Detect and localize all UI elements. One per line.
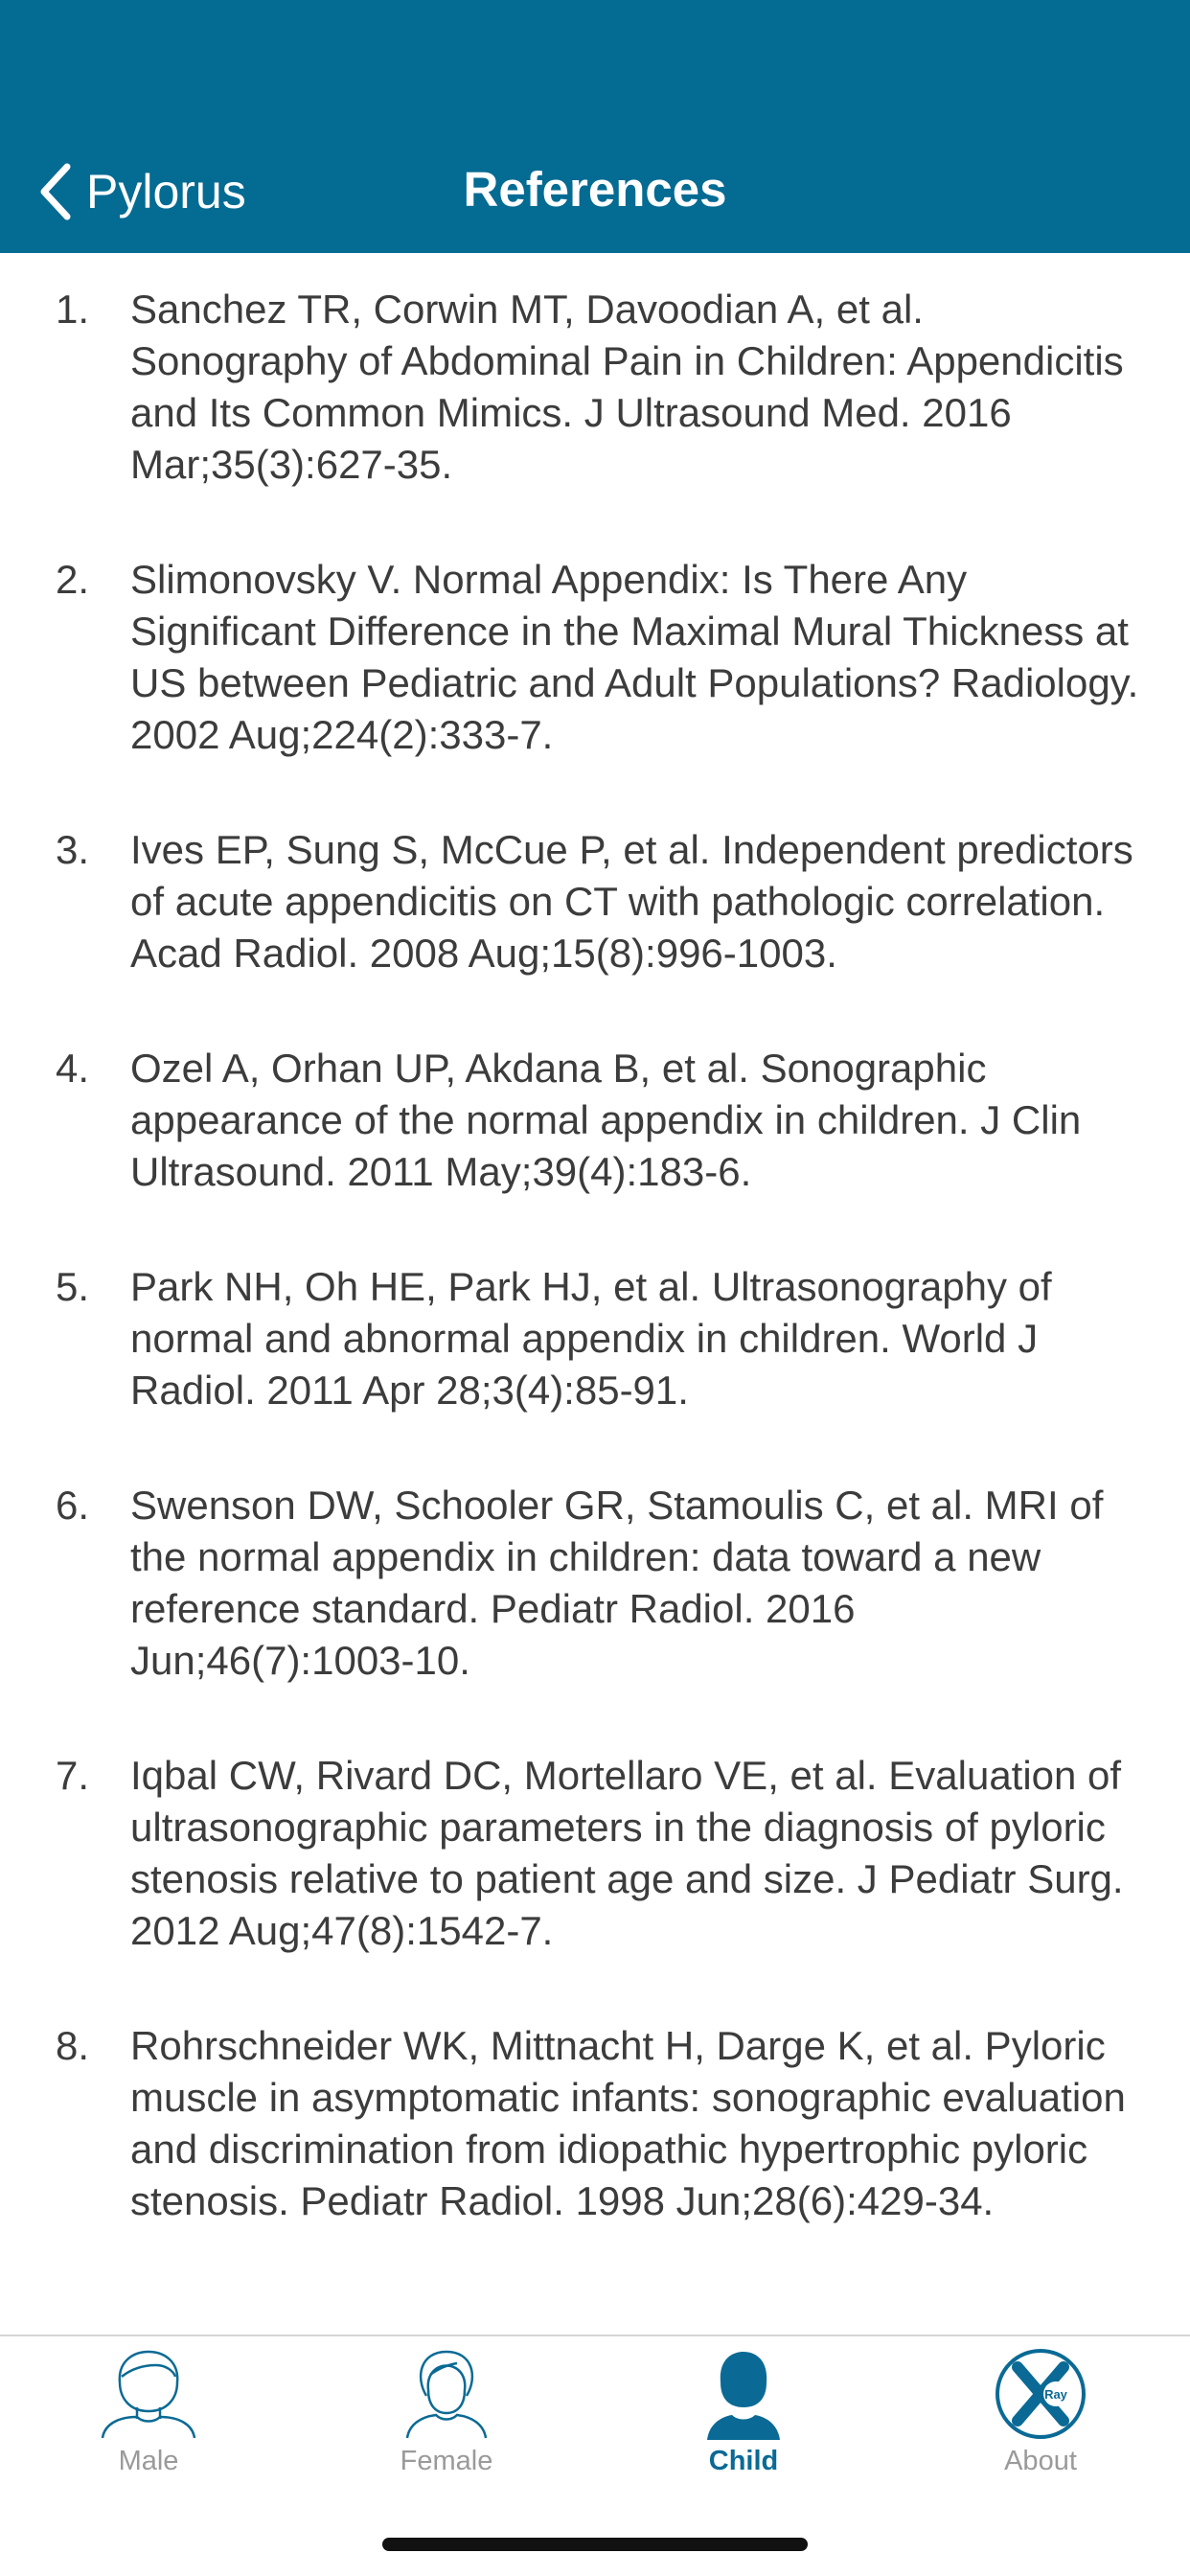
reference-item [0, 1043, 1190, 1198]
reference-number: 8. [56, 2023, 90, 2068]
tab-female[interactable] [351, 2348, 542, 2520]
reference-item [0, 1750, 1190, 1957]
tab-about[interactable] [945, 2348, 1136, 2520]
reference-number: 4. [56, 1046, 90, 1091]
child-icon [705, 2348, 782, 2440]
reference-text: Swenson DW, Schooler GR, Stamoulis C, et al. MRI of the normal appendix in children: data toward a new reference standard. Pediatr Radiol. 2016 Jun;46(7):1003-10. [130, 1483, 1104, 1683]
reference-text: Park NH, Oh HE, Park HJ, et al. Ultrasonography of normal and abnormal appendix in children. World J Radiol. 2011 Apr 28;3(4):85-91. [130, 1264, 1052, 1413]
xray-logo-icon [995, 2348, 1087, 2440]
male-icon [99, 2348, 198, 2440]
reference-text: Slimonovsky V. Normal Appendix: Is There Any Significant Difference in the Maximal Mural Thickness at US between Pediatric and Adult Populations? Radiology. 2002 Aug;224(2):333-7. [130, 557, 1139, 757]
reference-number: 3. [56, 827, 90, 872]
reference-number: 6. [56, 1483, 90, 1528]
logo-text: Ray [1044, 2387, 1067, 2402]
tab-child[interactable] [648, 2348, 839, 2520]
reference-number: 1. [56, 287, 90, 332]
tab-label: Female [400, 2446, 493, 2476]
reference-item [0, 1480, 1190, 1687]
reference-number: 5. [56, 1264, 90, 1309]
page-title: References [463, 162, 727, 217]
reference-item [0, 2020, 1190, 2227]
reference-text: Iqbal CW, Rivard DC, Mortellaro VE, et al. Evaluation of ultrasonographic parameters in the diagnosis of pyloric stenosis relative to patient age and size. J Pediatr Surg. 2012 Aug;47(8):1542-7. [130, 1753, 1124, 1953]
reference-item [0, 1261, 1190, 1416]
navigation-bar [0, 0, 1190, 253]
reference-text: Rohrschneider WK, Mittnacht H, Darge K, et al. Pyloric muscle in asymptomatic infants: sonographic evaluation and discrimination from idiopathic hypertrophic pyloric stenosis. Pediatr Radiol. 1998 Jun;28(6):429-34. [130, 2023, 1126, 2223]
reference-item [0, 824, 1190, 979]
home-indicator[interactable] [382, 2538, 808, 2551]
reference-number: 7. [56, 1753, 90, 1798]
reference-text: Ozel A, Orhan UP, Akdana B, et al. Sonographic appearance of the normal appendix in children. J Clin Ultrasound. 2011 May;39(4):183-6. [130, 1046, 1082, 1194]
reference-text: Ives EP, Sung S, McCue P, et al. Independent predictors of acute appendicitis on CT with pathologic correlation. Acad Radiol. 2008 Aug;15(8):996-1003. [130, 827, 1133, 976]
reference-item [0, 554, 1190, 761]
tab-label: Child [708, 2446, 779, 2476]
reference-text: Sanchez TR, Corwin MT, Davoodian A, et al. Sonography of Abdominal Pain in Children: Appendicitis and Its Common Mimics. J Ultrasound Med. 2016 Mar;35(3):627-35. [130, 287, 1124, 487]
reference-list [0, 284, 1190, 2227]
reference-number: 2. [56, 557, 90, 602]
tab-label: Male [118, 2446, 179, 2476]
tab-male[interactable] [53, 2348, 244, 2520]
reference-item [0, 284, 1190, 491]
tab-label: About [1004, 2446, 1077, 2476]
female-icon [403, 2348, 490, 2440]
references-content[interactable] [0, 253, 1190, 2334]
back-button-label: Pylorus [86, 165, 246, 218]
